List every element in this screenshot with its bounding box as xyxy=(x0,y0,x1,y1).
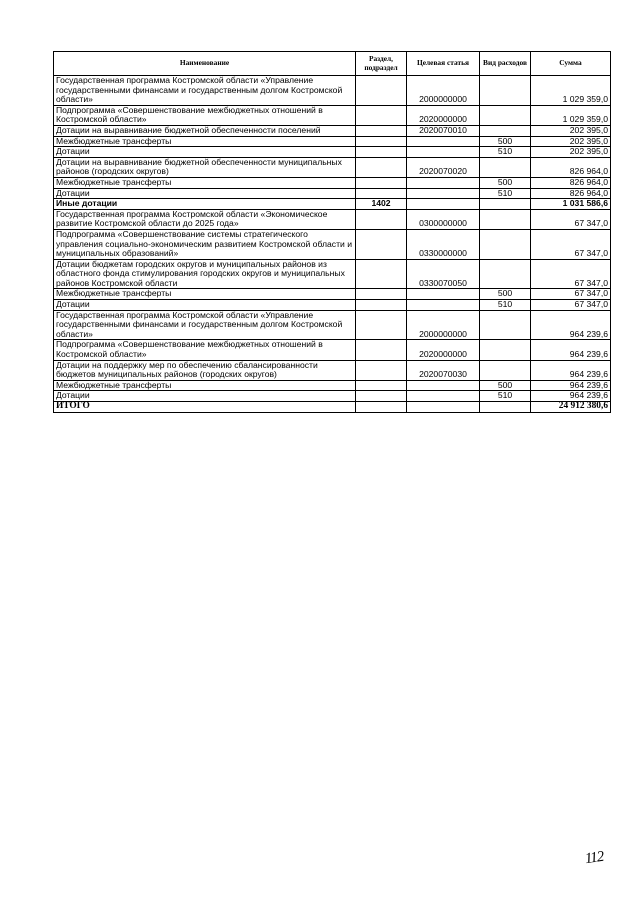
cell-target xyxy=(407,391,480,402)
table-row xyxy=(54,188,611,199)
cell-section xyxy=(356,209,407,229)
cell-target: 2020070030 xyxy=(407,360,480,380)
table-row xyxy=(54,125,611,136)
table-row xyxy=(54,289,611,300)
cell-kind xyxy=(480,199,531,210)
cell-kind: 500 xyxy=(480,380,531,391)
cell-target xyxy=(407,136,480,147)
cell-target: 0330070050 xyxy=(407,259,480,289)
cell-section xyxy=(356,259,407,289)
cell-sum: 202 395,0 xyxy=(531,125,611,136)
table-row xyxy=(54,380,611,391)
cell-target: 2020000000 xyxy=(407,340,480,360)
table-row xyxy=(54,76,611,106)
table-row xyxy=(54,229,611,259)
table-row xyxy=(54,105,611,125)
cell-sum: 67 347,0 xyxy=(531,300,611,311)
cell-kind xyxy=(480,259,531,289)
table-row xyxy=(54,259,611,289)
cell-kind: 500 xyxy=(480,289,531,300)
cell-target: 2020070020 xyxy=(407,157,480,177)
table-row xyxy=(54,391,611,402)
header-name: Наименование xyxy=(54,52,356,76)
cell-sum: 1 031 586,6 xyxy=(531,199,611,210)
table-row xyxy=(54,136,611,147)
cell-section xyxy=(356,310,407,340)
cell-sum: 202 395,0 xyxy=(531,136,611,147)
cell-section xyxy=(356,147,407,158)
table-row xyxy=(54,177,611,188)
cell-kind xyxy=(480,310,531,340)
budget-table xyxy=(53,51,611,413)
cell-sum: 1 029 359,0 xyxy=(531,76,611,106)
page-number: 112 xyxy=(583,848,605,868)
cell-target: 0330000000 xyxy=(407,229,480,259)
cell-sum: 964 239,6 xyxy=(531,340,611,360)
table-row xyxy=(54,360,611,380)
cell-target: 2020070010 xyxy=(407,125,480,136)
cell-section xyxy=(356,229,407,259)
cell-section xyxy=(356,360,407,380)
cell-target xyxy=(407,380,480,391)
cell-target xyxy=(407,300,480,311)
table-row xyxy=(54,340,611,360)
cell-section xyxy=(356,188,407,199)
cell-name: Дотации бюджетам городских округов и муниципальных районов из областного фонда стимулирования городских округов и муниципальных районов Костромской области xyxy=(54,259,356,289)
cell-section xyxy=(356,340,407,360)
cell-section xyxy=(356,289,407,300)
cell-kind xyxy=(480,229,531,259)
cell-name: Дотации xyxy=(54,147,356,158)
cell-name: Межбюджетные трансферты xyxy=(54,289,356,300)
total-row xyxy=(54,402,611,413)
cell-name: Межбюджетные трансферты xyxy=(54,136,356,147)
table-row xyxy=(54,209,611,229)
cell-name: Иные дотации xyxy=(54,199,356,210)
cell-section xyxy=(356,105,407,125)
cell-name: Государственная программа Костромской области «Управление государственными финансами и государственным долгом Костромской области» xyxy=(54,310,356,340)
table-row xyxy=(54,199,611,210)
table-row xyxy=(54,147,611,158)
cell-sum: 67 347,0 xyxy=(531,289,611,300)
cell-section xyxy=(356,157,407,177)
header-section: Раздел, подраздел xyxy=(356,52,407,76)
total-section xyxy=(356,402,407,413)
cell-sum: 964 239,6 xyxy=(531,391,611,402)
cell-section: 1402 xyxy=(356,199,407,210)
cell-section xyxy=(356,76,407,106)
cell-kind xyxy=(480,360,531,380)
cell-name: Дотации xyxy=(54,300,356,311)
cell-name: Государственная программа Костромской области «Управление государственными финансами и государственным долгом Костромской области» xyxy=(54,76,356,106)
cell-kind: 500 xyxy=(480,136,531,147)
cell-section xyxy=(356,380,407,391)
header-target: Целевая статья xyxy=(407,52,480,76)
cell-section xyxy=(356,125,407,136)
cell-target xyxy=(407,199,480,210)
cell-section xyxy=(356,391,407,402)
cell-name: Подпрограмма «Совершенствование межбюджетных отношений в Костромской области» xyxy=(54,105,356,125)
cell-sum: 67 347,0 xyxy=(531,229,611,259)
cell-name: Дотации xyxy=(54,391,356,402)
cell-name: Подпрограмма «Совершенствование межбюджетных отношений в Костромской области» xyxy=(54,340,356,360)
cell-kind xyxy=(480,105,531,125)
total-target xyxy=(407,402,480,413)
cell-sum: 67 347,0 xyxy=(531,209,611,229)
cell-sum: 67 347,0 xyxy=(531,259,611,289)
cell-sum: 1 029 359,0 xyxy=(531,105,611,125)
cell-name: Подпрограмма «Совершенствование системы стратегического управления социально-экономическим развитием Костромской области и муниципальных образований» xyxy=(54,229,356,259)
cell-sum: 964 239,6 xyxy=(531,310,611,340)
cell-kind: 510 xyxy=(480,147,531,158)
cell-sum: 826 964,0 xyxy=(531,188,611,199)
header-kind: Вид расходов xyxy=(480,52,531,76)
cell-target xyxy=(407,289,480,300)
cell-kind: 510 xyxy=(480,391,531,402)
cell-kind xyxy=(480,209,531,229)
cell-name: Межбюджетные трансферты xyxy=(54,380,356,391)
cell-kind xyxy=(480,76,531,106)
header-sum: Сумма xyxy=(531,52,611,76)
table-row xyxy=(54,300,611,311)
cell-target: 0300000000 xyxy=(407,209,480,229)
cell-target: 2020000000 xyxy=(407,105,480,125)
header-row xyxy=(54,52,611,76)
cell-target: 2000000000 xyxy=(407,76,480,106)
cell-target xyxy=(407,188,480,199)
cell-name: Государственная программа Костромской области «Экономическое развитие Костромской области до 2025 года» xyxy=(54,209,356,229)
cell-sum: 202 395,0 xyxy=(531,147,611,158)
total-sum: 24 912 380,6 xyxy=(531,402,611,413)
table-row xyxy=(54,310,611,340)
cell-sum: 826 964,0 xyxy=(531,157,611,177)
cell-kind: 510 xyxy=(480,188,531,199)
table-row xyxy=(54,157,611,177)
cell-section xyxy=(356,177,407,188)
cell-name: Дотации на выравнивание бюджетной обеспеченности муниципальных районов (городских округов) xyxy=(54,157,356,177)
cell-target: 2000000000 xyxy=(407,310,480,340)
cell-kind: 500 xyxy=(480,177,531,188)
cell-section xyxy=(356,300,407,311)
cell-name: Дотации xyxy=(54,188,356,199)
cell-sum: 964 239,6 xyxy=(531,360,611,380)
cell-name: Дотации на выравнивание бюджетной обеспеченности поселений xyxy=(54,125,356,136)
cell-kind xyxy=(480,340,531,360)
cell-section xyxy=(356,136,407,147)
total-kind xyxy=(480,402,531,413)
total-label: ИТОГО xyxy=(54,402,356,413)
table-body xyxy=(54,76,611,402)
cell-name: Межбюджетные трансферты xyxy=(54,177,356,188)
cell-kind: 510 xyxy=(480,300,531,311)
cell-kind xyxy=(480,125,531,136)
cell-target xyxy=(407,147,480,158)
cell-sum: 826 964,0 xyxy=(531,177,611,188)
cell-target xyxy=(407,177,480,188)
cell-sum: 964 239,6 xyxy=(531,380,611,391)
cell-name: Дотации на поддержку мер по обеспечению сбалансированности бюджетов муниципальных районов (городских округов) xyxy=(54,360,356,380)
cell-kind xyxy=(480,157,531,177)
